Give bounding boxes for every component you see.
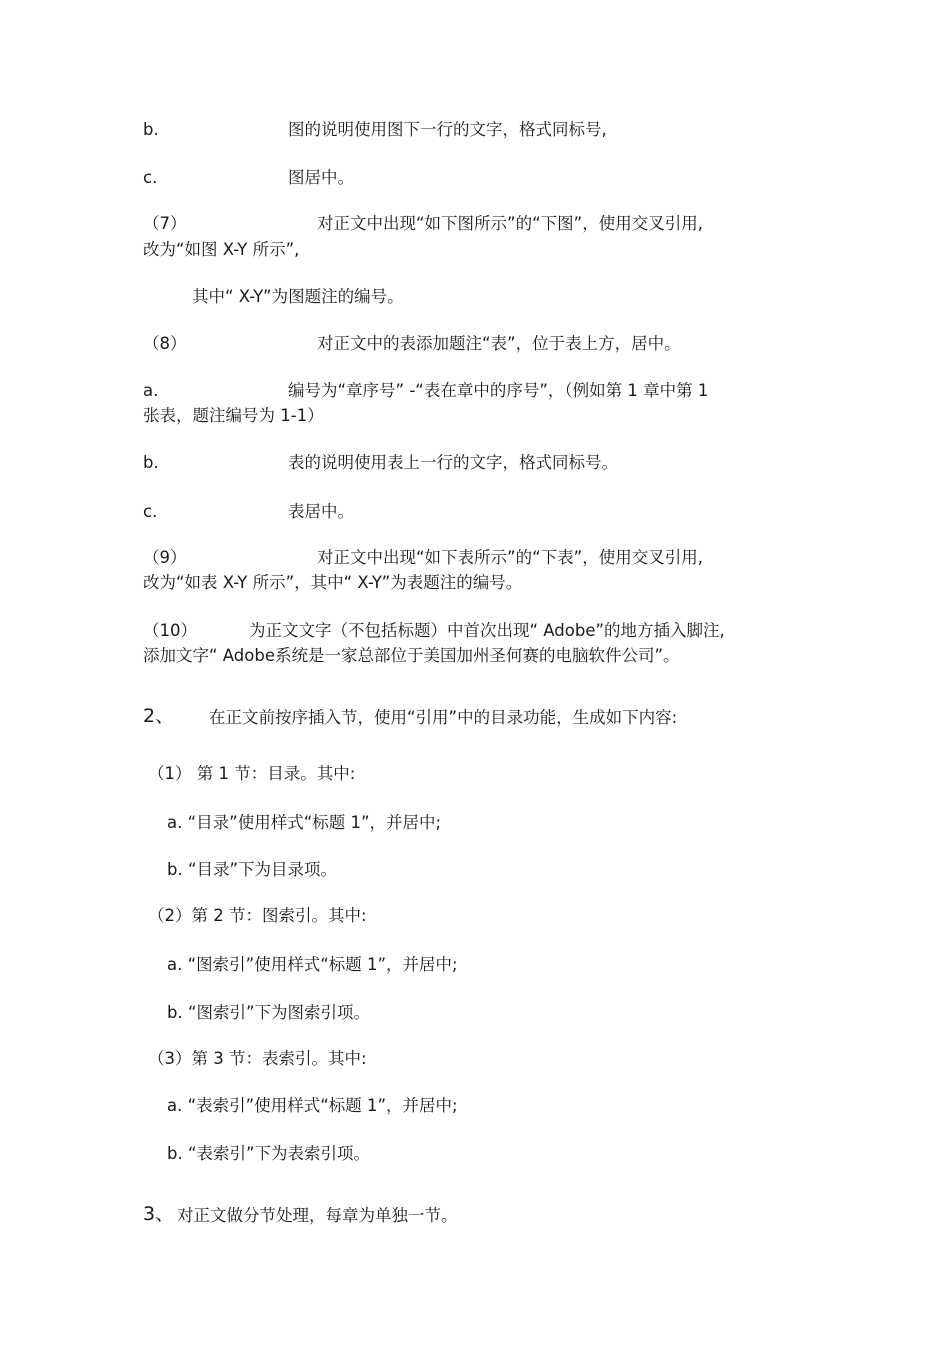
paragraph-text: 张表，题注编号为 1-1） — [143, 406, 324, 425]
paragraph-text: a. “表索引”使用样式“标题 1”，并居中; — [167, 1096, 458, 1115]
paragraph-text: 对正文中出现“如下表所示”的“下表”，使用交叉引用, — [317, 548, 703, 567]
paragraph-text: 编号为“章序号” -“表在章中的序号”，（例如第 1 章中第 1 — [288, 381, 709, 400]
list-marker: a. — [143, 381, 159, 400]
paragraph-text: 在正文前按序插入节，使用“引用”中的目录功能，生成如下内容: — [209, 708, 678, 727]
list-marker: b. — [143, 453, 159, 472]
paragraph-text: 表居中。 — [288, 502, 354, 521]
item-number: （10） — [143, 621, 197, 640]
paragraph-text: 对正文做分节处理，每章为单独一节。 — [177, 1206, 458, 1225]
list-marker: c. — [143, 168, 158, 187]
paragraph-text: b. “表索引”下为表索引项。 — [167, 1144, 371, 1163]
item-number: （9） — [143, 548, 187, 567]
list-marker: c. — [143, 502, 158, 521]
paragraph-text: （1） 第 1 节：目录。其中: — [148, 764, 356, 783]
paragraph-text: 对正文中出现“如下图所示”的“下图”，使用交叉引用, — [317, 214, 703, 233]
paragraph-text: 其中“ X-Y”为图题注的编号。 — [192, 287, 404, 306]
paragraph-text: 表的说明使用表上一行的文字，格式同标号。 — [288, 453, 618, 472]
paragraph-text: b. “图索引”下为图索引项。 — [167, 1003, 371, 1022]
paragraph-text: a. “图索引”使用样式“标题 1”，并居中; — [167, 955, 458, 974]
paragraph-text: a. “目录”使用样式“标题 1”，并居中; — [167, 813, 442, 832]
section-number: 3、 — [143, 1203, 175, 1225]
paragraph-text: 改为“如表 X-Y 所示”，其中“ X-Y”为表题注的编号。 — [143, 573, 523, 592]
paragraph-text: （3）第 3 节：表索引。其中: — [148, 1049, 367, 1068]
paragraph-text: 对正文中的表添加题注“表”，位于表上方，居中。 — [317, 334, 681, 353]
section-number: 2、 — [143, 705, 175, 727]
paragraph-text: （2）第 2 节：图索引。其中: — [148, 906, 367, 925]
paragraph-text: b. “目录”下为目录项。 — [167, 860, 338, 879]
list-marker: b. — [143, 120, 159, 139]
paragraph-text: 添加文字“ Adobe系统是一家总部位于美国加州圣何赛的电脑软件公司”。 — [143, 646, 680, 665]
paragraph-text: 图居中。 — [288, 168, 354, 187]
item-number: （8） — [143, 334, 187, 353]
paragraph-text: 图的说明使用图下一行的文字，格式同标号, — [288, 120, 607, 139]
item-number: （7） — [143, 214, 187, 233]
paragraph-text: 改为“如图 X-Y 所示”, — [143, 240, 300, 259]
paragraph-text: 为正文文字（不包括标题）中首次出现“ Adobe”的地方插入脚注, — [249, 621, 725, 640]
